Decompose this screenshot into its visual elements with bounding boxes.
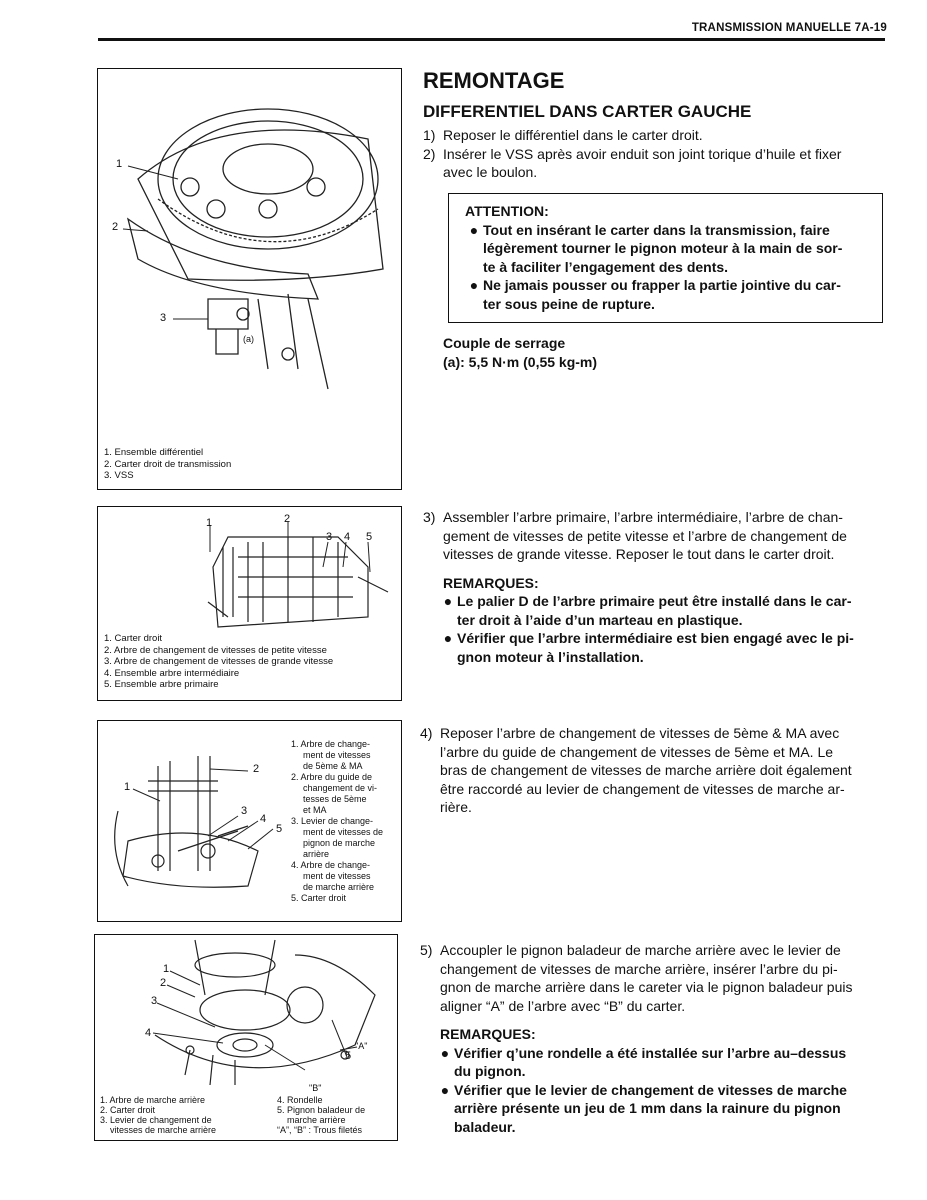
callout-4: 4	[145, 1027, 152, 1039]
step-text: bras de changement de vitesses de marche arrière doit également	[440, 762, 852, 778]
bullet-text: Ne jamais pousser ou frapper la partie jointive du car-	[483, 277, 841, 293]
caption-line: ment de vitesses	[303, 871, 371, 881]
bullet-text: gnon moteur à l’installation.	[457, 648, 644, 665]
callout-5: 5	[366, 531, 373, 543]
caption-line: 1. Carter droit	[104, 633, 163, 644]
caption-line: de 5ème & MA	[303, 761, 363, 771]
caption-line: 1. Ensemble différentiel	[104, 447, 204, 458]
figure-differential	[97, 68, 402, 490]
step-number: 2)	[423, 145, 436, 162]
caption-line: 2. Arbre du guide de	[291, 772, 373, 782]
callout-4: 4	[260, 813, 267, 825]
caption-line: 2. Arbre de changement de vitesses de petite vitesse	[104, 644, 327, 656]
figure-caption	[291, 739, 383, 904]
figure-caption-left	[100, 1095, 216, 1135]
attention-box	[448, 193, 883, 323]
remarks-title: REMARQUES:	[443, 574, 539, 591]
caption-line: 4. Arbre de change-	[291, 860, 371, 870]
callout-2: 2	[112, 221, 119, 233]
caption-line: 1. Arbre de change-	[291, 739, 371, 749]
step-number: 1)	[423, 127, 436, 143]
section-title: REMONTAGE	[423, 68, 565, 93]
bullet-text: arrière présente un jeu de 1 mm dans la rainure du pignon	[454, 1100, 841, 1116]
caption-line: 2. Carter droit	[100, 1105, 156, 1115]
callout-1: 1	[163, 963, 170, 975]
caption-line: 3. Levier de changement de	[100, 1115, 212, 1125]
caption-line: 5. Pignon baladeur de	[277, 1105, 366, 1115]
remarks-title: REMARQUES:	[440, 1026, 536, 1042]
callout-2: 2	[253, 763, 260, 775]
step-text: Accoupler le pignon baladeur de marche arrière avec le levier de	[440, 942, 841, 958]
step-number: 4)	[420, 725, 433, 741]
attention-content	[465, 202, 875, 313]
callout-A: "A"	[355, 1041, 368, 1051]
step-5	[420, 941, 882, 1136]
step-line	[420, 724, 882, 743]
step-line	[423, 508, 883, 527]
figure-caption	[104, 633, 333, 691]
caption-line: 1. Arbre de marche arrière	[100, 1095, 206, 1105]
caption-line: 3. Arbre de changement de vitesses de grande vitesse	[104, 656, 334, 667]
remark-bullet: ● Vérifier que le levier de changement de vitesses de marche	[440, 1081, 847, 1098]
callout-2: 2	[284, 513, 291, 525]
step-number: 5)	[420, 942, 433, 958]
caption-line: 4. Rondelle	[277, 1095, 323, 1105]
bullet-text: du pignon.	[454, 1063, 526, 1079]
step-text: Insérer le VSS après avoir enduit son joint torique d’huile et fixer	[443, 145, 842, 162]
caption-line: “A”, “B” : Trous filetés	[277, 1125, 363, 1135]
step-text: Reposer le différentiel dans le carter droit.	[443, 127, 703, 143]
figure-reverse-gear	[94, 934, 398, 1141]
caption-line: 4. Ensemble arbre intermédiaire	[104, 667, 240, 679]
caption-line: 5. Carter droit	[291, 893, 347, 903]
bullet-text: Tout en insérant le carter dans la transmission, faire	[483, 221, 830, 238]
step-text: avec le boulon.	[443, 164, 538, 180]
callout-5: 5	[345, 1050, 352, 1062]
caption-line: tesses de 5ème	[303, 794, 367, 804]
callout-5: 5	[276, 823, 283, 835]
step-text: gement de vitesses de petite vitesse et l’arbre de changement de	[443, 527, 847, 544]
remark-bullet: ● Vérifier q’une rondelle a été installée sur l’arbre au–dessus	[440, 1044, 847, 1061]
step-text: vitesses de grande vitesse. Reposer le tout dans le carter droit.	[443, 546, 835, 562]
caption-line: de marche arrière	[303, 882, 375, 892]
attention-bullet: ● Tout en insérant le carter dans la transmission, faire	[469, 221, 830, 238]
bullet-text: ter droit à l’aide d’un marteau en plastique.	[457, 611, 743, 628]
callout-1: 1	[116, 158, 123, 170]
bullet-text: légèrement tourner le pignon moteur à la main de sor-	[483, 240, 843, 256]
callout-3: 3	[160, 312, 167, 324]
bullet-text: te à faciliter l’engagement des dents.	[483, 258, 729, 275]
caption-line: ment de vitesses	[303, 750, 371, 760]
caption-line: 2. Carter droit de transmission	[104, 458, 232, 470]
callout-4: 4	[344, 531, 351, 543]
callout-3: 3	[326, 531, 333, 543]
figure-caption	[104, 447, 231, 482]
caption-line: changement de vi-	[303, 783, 378, 793]
attention-bullet: ● Ne jamais pousser ou frapper la partie jointive du car-	[469, 277, 841, 293]
torque-title: Couple de serrage	[443, 335, 566, 351]
step-line	[420, 941, 882, 960]
steps-1-2	[423, 126, 883, 182]
step-1	[423, 126, 883, 145]
step-text: rière.	[440, 799, 472, 815]
caption-line: 5. Ensemble arbre primaire	[104, 679, 219, 690]
bullet-text: Vérifier que le levier de changement de vitesses de marche	[454, 1081, 847, 1098]
figure-shafts-assembly	[97, 506, 402, 701]
step-text: changement de vitesses de marche arrière, insérer l’arbre du pi-	[440, 960, 838, 977]
figure-caption-right	[277, 1095, 365, 1135]
bullet-text: baladeur.	[454, 1118, 516, 1135]
caption-line: 3. VSS	[104, 470, 134, 481]
step-3	[423, 508, 883, 666]
caption-line: pignon de marche	[303, 838, 376, 848]
torque-value: (a): 5,5 N·m (0,55 kg-m)	[443, 353, 598, 370]
bullet-text: Vérifier que l’arbre intermédiaire est bien engagé avec le pi-	[457, 630, 854, 646]
callout-B: "B"	[309, 1083, 322, 1093]
caption-line: vitesses de marche arrière	[110, 1125, 217, 1135]
step-number: 3)	[423, 509, 436, 525]
caption-line: marche arrière	[287, 1115, 346, 1125]
remark-bullet: ● Vérifier que l’arbre intermédiaire est bien engagé avec le pi-	[443, 630, 854, 646]
step-text: aligner “A” de l’arbre avec “B” du carter.	[440, 997, 686, 1014]
callout-a: (a)	[243, 334, 254, 344]
page-header: TRANSMISSION MANUELLE 7A-19	[691, 22, 887, 34]
step-4	[420, 724, 882, 817]
caption-line: et MA	[303, 805, 327, 815]
step-text: être raccordé au levier de changement de vitesses de marche ar-	[440, 780, 845, 797]
remark-bullet: ● Le palier D de l’arbre primaire peut être installé dans le car-	[443, 593, 852, 609]
reverse-gear-drawing	[95, 935, 397, 1095]
callout-1: 1	[206, 517, 213, 529]
bullet-text: Vérifier q’une rondelle a été installée sur l’arbre au–dessus	[454, 1044, 847, 1061]
step-text: Assembler l’arbre primaire, l’arbre intermédiaire, l’arbre de chan-	[443, 509, 843, 525]
torque-spec	[443, 334, 597, 371]
header-rule	[98, 38, 885, 41]
step-2	[423, 145, 883, 164]
callout-2: 2	[160, 977, 167, 989]
differential-drawing	[98, 69, 401, 449]
caption-line: arrière	[303, 849, 330, 859]
callout-3: 3	[241, 805, 248, 817]
figure-shift-shaft	[97, 720, 402, 922]
step-text: l’arbre du guide de changement de vitesses de 5ème et MA. Le	[440, 743, 834, 760]
caption-line: ment de vitesses de	[303, 827, 384, 837]
callout-1: 1	[124, 781, 131, 793]
attention-title: ATTENTION:	[465, 203, 549, 219]
section-subtitle: DIFFERENTIEL DANS CARTER GAUCHE	[423, 102, 752, 121]
step-text: Reposer l’arbre de changement de vitesses de 5ème & MA avec	[440, 725, 840, 741]
callout-3: 3	[151, 995, 158, 1007]
bullet-text: ter sous peine de rupture.	[483, 295, 655, 312]
caption-line: 3. Levier de change-	[291, 816, 374, 826]
bullet-text: Le palier D de l’arbre primaire peut être installé dans le car-	[457, 593, 852, 609]
step-text: gnon de marche arrière dans le careter via le pignon baladeur puis	[440, 979, 853, 995]
